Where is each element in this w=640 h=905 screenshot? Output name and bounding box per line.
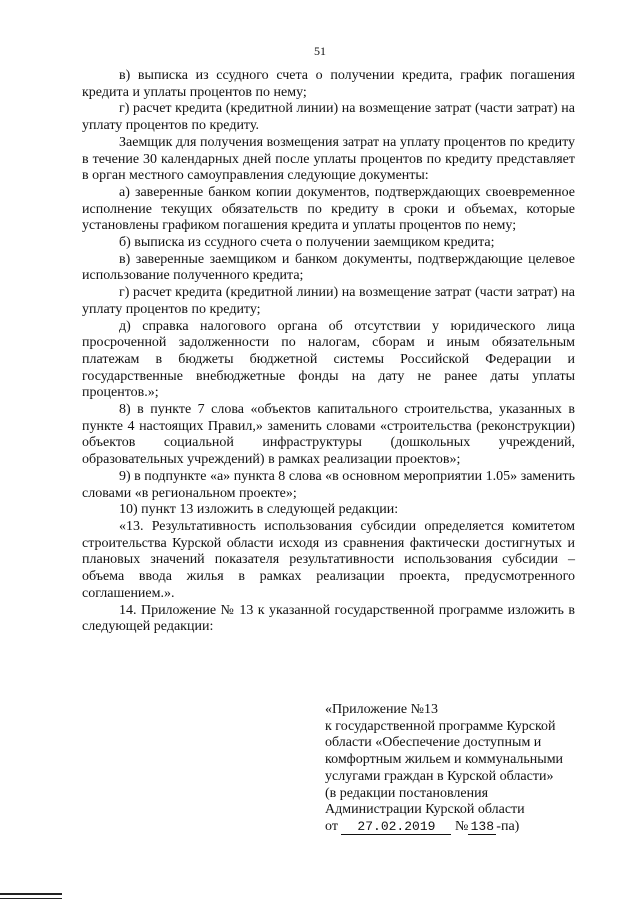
- appendix-line: комфортным жильем и коммунальными: [325, 752, 564, 768]
- number-value: 138: [468, 820, 496, 835]
- paragraph: 9) в подпункте «а» пункта 8 слова «в основном мероприятии 1.05» заменить словами «в региональном проекте»;: [82, 468, 575, 501]
- date-value: 27.02.2019: [341, 820, 451, 835]
- number-suffix: -па): [496, 818, 520, 834]
- appendix-line: услугами граждан в Курской области»: [325, 768, 554, 784]
- paragraph: в) заверенные заемщиком и банком документы, подтверждающие целевое использование полученного кредита;: [82, 251, 575, 284]
- paragraph: Заемщик для получения возмещения затрат на уплату процентов по кредиту в течение 30 календарных дней после уплаты процентов по кредиту представляет в орган местного самоуправления следующие документы:: [82, 134, 575, 184]
- page-number: 51: [314, 44, 326, 58]
- paragraph: 10) пункт 13 изложить в следующей редакции:: [119, 502, 399, 518]
- appendix-line: области «Обеспечение доступным и: [325, 735, 542, 751]
- paragraph: 14. Приложение № 13 к указанной государственной программе изложить в следующей редакции:: [82, 602, 575, 635]
- paragraph: в) выписка из ссудного счета о получении кредита, график погашения кредита и уплаты процентов по нему;: [82, 68, 575, 100]
- date-prefix: от: [325, 818, 338, 834]
- appendix-line: «Приложение №13: [325, 702, 438, 717]
- corner-divider: [0, 893, 62, 899]
- appendix-line: (в редакции постановления: [325, 785, 489, 801]
- paragraph: д) справка налогового органа об отсутствии у юридического лица просроченной задолженности по налогам, сборам и иным обязательным платежам в бюджеты бюджетной системы Российской Федерации и государственные внебюджетные фонды на дату не ранее даты уплаты процентов.»;: [82, 318, 575, 401]
- paragraph: г) расчет кредита (кредитной линии) на возмещение затрат (части затрат) на уплату процентов по кредиту.: [82, 101, 575, 134]
- paragraph: г) расчет кредита (кредитной линии) на возмещение затрат (части затрат) на уплату процентов по кредиту;: [82, 285, 575, 317]
- appendix-line: к государственной программе Курской: [325, 718, 556, 734]
- appendix-heading-block: [325, 702, 580, 836]
- paragraph: а) заверенные банком копии документов, подтверждающих своевременное исполнение текущих обязательств по кредиту в сроки и объемах, которые установлены графиком погашения кредита и уплаты процентов по нему;: [82, 184, 575, 234]
- paragraph: «13. Результативность использования субсидии определяется комитетом строительства Курской области исходя из сравнения фактически достигнутых и плановых значений показателя результативности использования субсидии – объема ввода жилья в рамках реализации проекта, предусмотренного соглашением.».: [82, 518, 575, 601]
- appendix-line: Администрации Курской области: [325, 802, 525, 818]
- paragraph: б) выписка из ссудного счета о получении заемщиком кредита;: [119, 235, 495, 251]
- appendix-date-line: [325, 819, 580, 836]
- number-prefix: №: [454, 818, 469, 834]
- document-body: [82, 68, 575, 636]
- paragraph: 8) в пункте 7 слова «объектов капитального строительства, указанных в пункте 4 настоящих Правил,» заменить словами «строительства (реконструкции) объектов социальной инфраструктуры (дошкольных учреждений, образовательных учреждений) в рамках реализации проектов»;: [82, 402, 575, 468]
